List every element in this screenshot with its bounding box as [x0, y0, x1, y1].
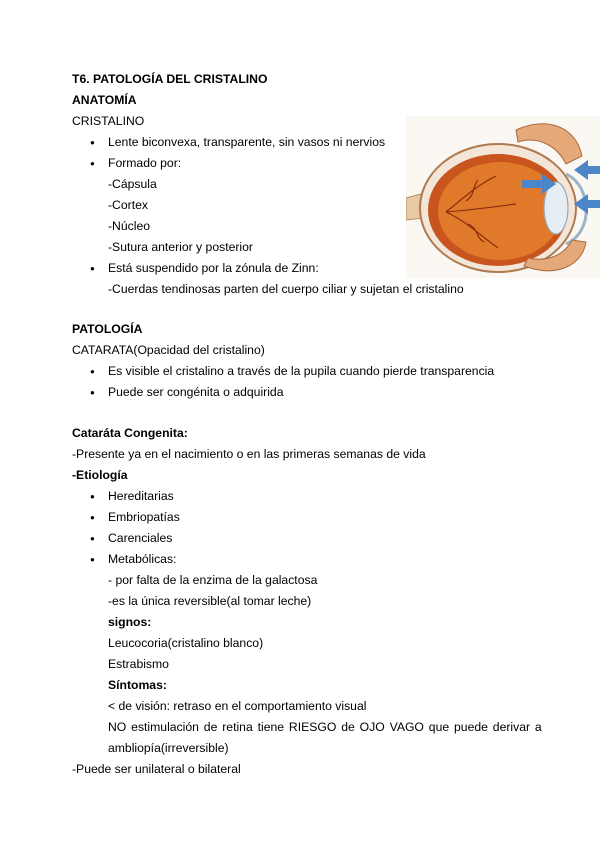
anatomy-bullet-3: ● Está suspendido por la zónula de Zinn:	[108, 261, 319, 276]
etiology-item: ● Embriopatías	[108, 510, 180, 525]
etiology-item: ● Metabólicas:	[108, 552, 176, 567]
metabolic-detail: - por falta de la enzima de la galactosa	[108, 573, 318, 587]
signs-heading: signos:	[108, 615, 152, 629]
anatomy-bullet-2: ● Formado por:	[108, 156, 181, 171]
pathology-bullet: ● Puede ser congénita o adquirida	[108, 385, 284, 400]
symptom-item: ambliopía(irreversible)	[108, 741, 229, 755]
sign-item: Estrabismo	[108, 657, 169, 671]
sign-item: Leucocoria(cristalino blanco)	[108, 636, 264, 650]
part-item: -Cápsula	[108, 177, 157, 191]
anatomy-subheading: CRISTALINO	[72, 114, 145, 128]
pathology-heading: PATOLOGÍA	[72, 322, 143, 336]
metabolic-detail: -es la única reversible(al tomar leche)	[108, 594, 312, 608]
pathology-subheading: CATARATA(Opacidad del cristalino)	[72, 343, 265, 357]
etiology-item: ● Carenciales	[108, 531, 172, 546]
congenital-last-line: -Puede ser unilateral o bilateral	[72, 762, 241, 776]
eye-anatomy-illustration	[406, 116, 600, 278]
part-item: -Sutura anterior y posterior	[108, 240, 253, 254]
part-item: -Núcleo	[108, 219, 150, 233]
congenital-heading: Cataráta Congenita:	[72, 426, 188, 440]
document-title: T6. PATOLOGÍA DEL CRISTALINO	[72, 72, 268, 86]
anatomy-bullet-1: ● Lente biconvexa, transparente, sin vasos ni nervios	[108, 135, 385, 150]
anatomy-bullet-3-detail: -Cuerdas tendinosas parten del cuerpo ciliar y sujetan el cristalino	[108, 282, 464, 296]
symptom-item: < de visión: retraso en el comportamiento visual	[108, 699, 367, 713]
pathology-bullet: ● Es visible el cristalino a través de la pupila cuando pierde transparencia	[108, 364, 494, 379]
etiology-item: ● Hereditarias	[108, 489, 174, 504]
etiology-heading: -Etiología	[72, 468, 128, 482]
congenital-line: -Presente ya en el nacimiento o en las primeras semanas de vida	[72, 447, 426, 461]
part-item: -Cortex	[108, 198, 148, 212]
anatomy-heading: ANATOMÍA	[72, 93, 137, 107]
symptom-item: NO estimulación de retina tiene RIESGO de OJO VAGO que puede derivar a	[108, 720, 542, 734]
symptoms-heading: Síntomas:	[108, 678, 167, 692]
